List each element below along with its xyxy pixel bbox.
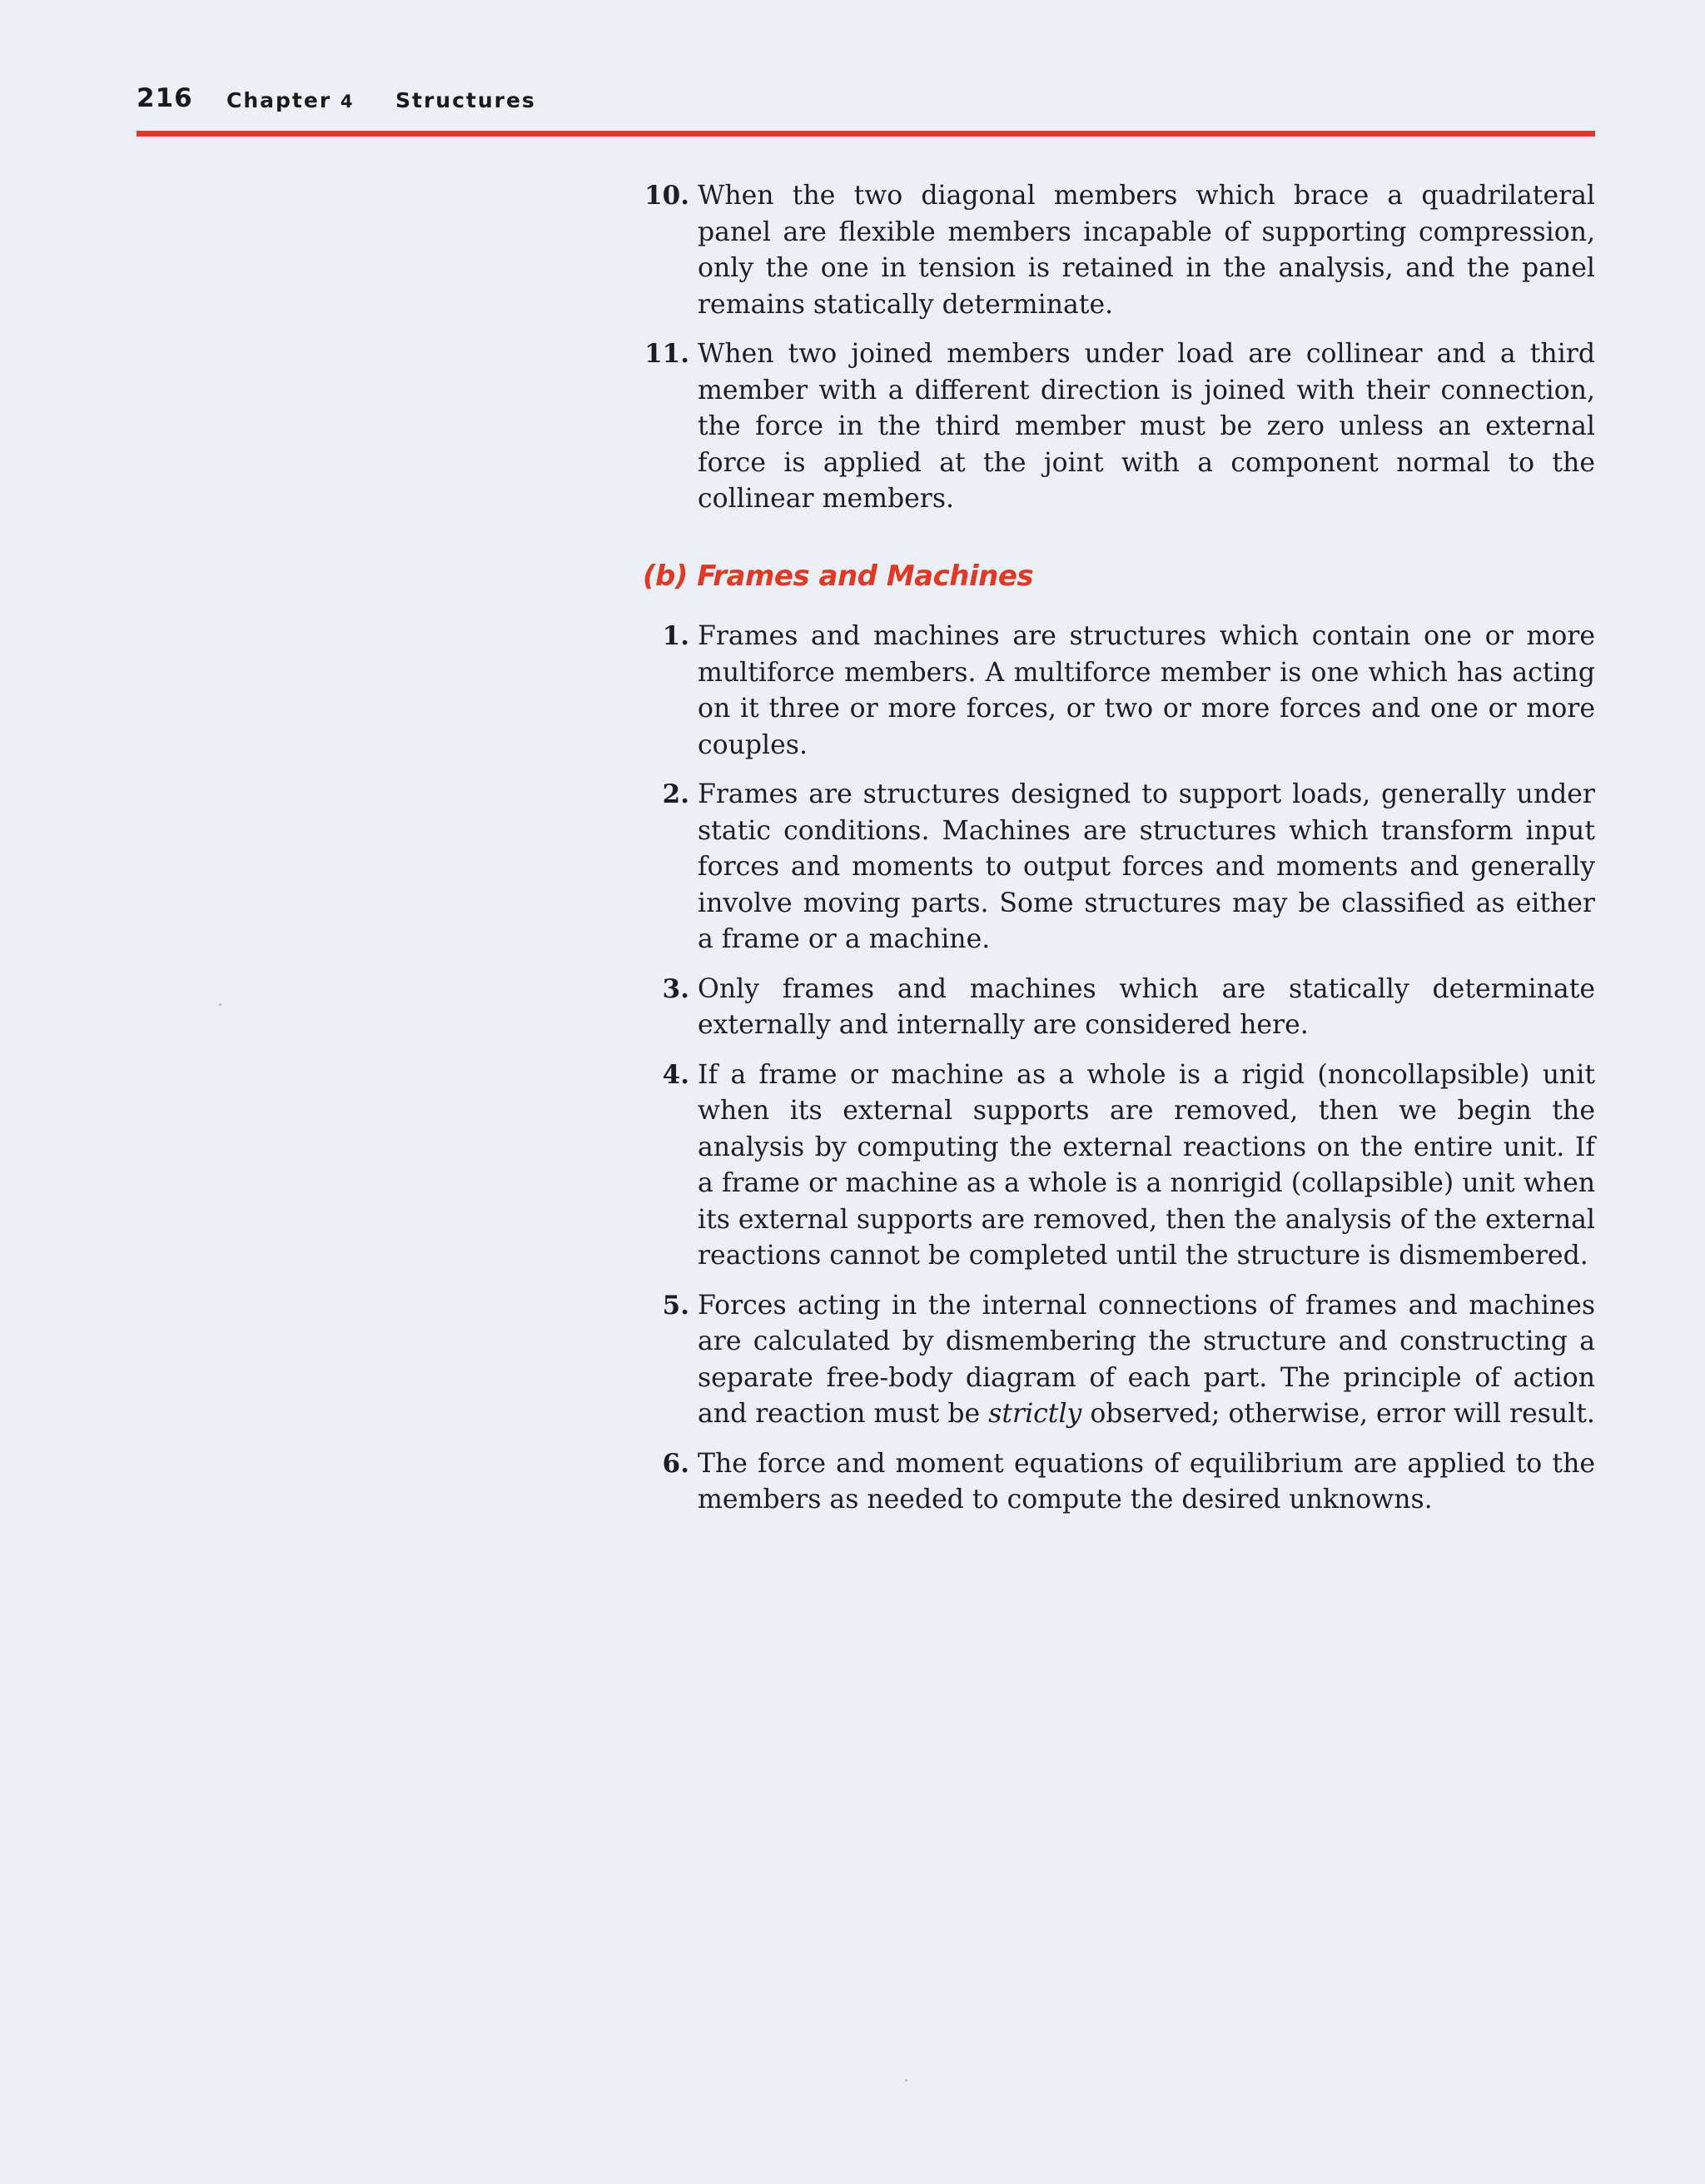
frames-machines-list xyxy=(0,619,1705,1532)
chapter-word: Chapter xyxy=(226,88,332,112)
item-number: 6. xyxy=(662,1448,689,1479)
chapter-title: Structures xyxy=(395,88,536,112)
item-text: Frames are structures designed to support loads, generally under static conditions. Machines are structures which transform input forces and moments to output forces and moments and generally involve moving parts. Some structures may be classified as either a frame or a machine. xyxy=(698,779,1595,954)
item-text: When the two diagonal members which brace a quadrilateral panel are flexible members incapable of supporting compression, only the one in tension is retained in the analysis, and the panel remains statically determinate. xyxy=(698,181,1595,320)
item-text-part: observed; otherwise, error will result. xyxy=(1081,1399,1595,1429)
item-text-part: Forces acting in the internal connections of frames and machines are calculated by dismembering the structure and constructing a separate free-body diagram of each part. The principle of action and reaction must be xyxy=(698,1290,1595,1429)
header-rule xyxy=(137,131,1595,137)
item-text: Frames and machines are structures which contain one or more multiforce members. A multiforce member is one which has acting on it three or more forces, or two or more forces and one or more couples. xyxy=(698,621,1595,760)
item-number: 10. xyxy=(644,181,689,211)
list-item xyxy=(0,1288,1705,1433)
list-item xyxy=(0,777,1705,958)
item-number: 2. xyxy=(662,779,689,809)
paper-speck xyxy=(905,2079,907,2082)
running-header xyxy=(137,83,1595,113)
list-item xyxy=(0,178,1705,323)
list-item xyxy=(0,1446,1705,1519)
paper-speck xyxy=(219,1003,221,1006)
list-item xyxy=(0,336,1705,518)
item-number: 4. xyxy=(662,1059,689,1090)
list-item xyxy=(0,1057,1705,1275)
item-number: 3. xyxy=(662,973,689,1004)
item-number: 11. xyxy=(644,339,689,369)
section-heading: (b) Frames and Machines xyxy=(643,560,1034,593)
item-number: 1. xyxy=(662,621,689,651)
item-text: When two joined members under load are collinear and a third member with a different direction is joined with their connection, the force in the third member must be zero unless an external force is applied at the joint with a component normal to the collinear members. xyxy=(698,339,1595,514)
chapter-number: 4 xyxy=(340,92,353,112)
emphasis-strictly: strictly xyxy=(988,1399,1082,1429)
list-item xyxy=(0,972,1705,1044)
page-number: 216 xyxy=(137,83,193,113)
list-item xyxy=(0,619,1705,764)
item-text: The force and moment equations of equilibrium are applied to the members as needed to compute the desired unknowns. xyxy=(698,1448,1595,1515)
item-text: Only frames and machines which are statically determinate externally and internally are considered here. xyxy=(698,973,1595,1040)
chapter-label xyxy=(226,88,353,112)
item-text: If a frame or machine as a whole is a rigid (noncollapsible) unit when its external supports are removed, then we begin the analysis by computing the external reactions on the entire unit. If a frame or machine as a whole is a nonrigid (collapsible) unit when its external supports are removed, then the analysis of the external reactions cannot be completed until the structure is dismembered. xyxy=(698,1059,1595,1271)
item-text xyxy=(698,1288,1595,1433)
item-number: 5. xyxy=(662,1290,689,1321)
truss-rules-list xyxy=(0,178,1705,531)
